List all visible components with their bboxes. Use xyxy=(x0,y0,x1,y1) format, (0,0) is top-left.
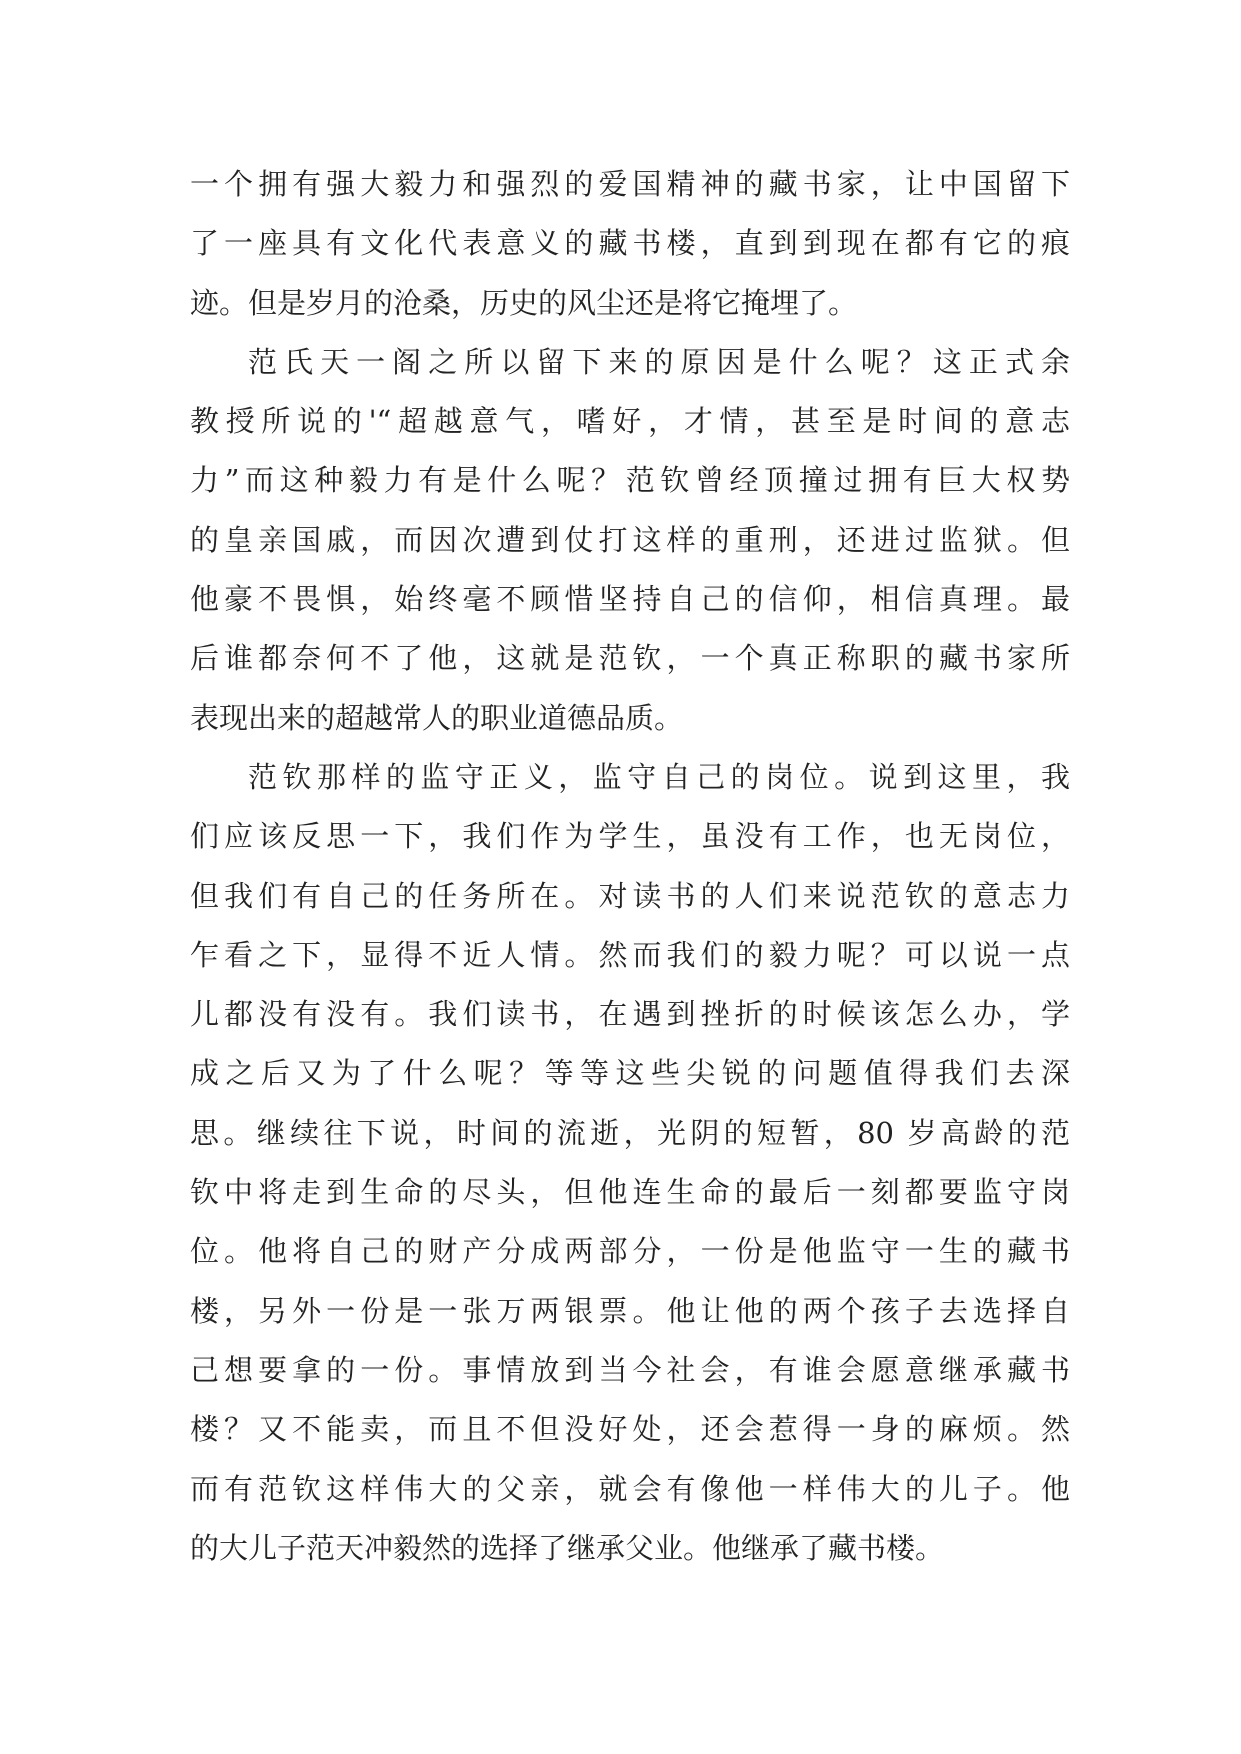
text-line: 位。他将自己的财产分成两部分，一份是他监守一生的藏书 xyxy=(190,1234,1070,1269)
body-text xyxy=(190,155,1070,1578)
text-line: 楼，另外一份是一张万两银票。他让他的两个孩子去选择自 xyxy=(190,1293,1070,1328)
text-line: 但我们有自己的任务所在。对读书的人们来说范钦的意志力 xyxy=(190,878,1070,913)
text-line: 楼？又不能卖，而且不但没好处，还会惹得一身的麻烦。然 xyxy=(190,1412,1070,1447)
text-line: 们应该反思一下，我们作为学生，虽没有工作，也无岗位， xyxy=(190,819,1070,854)
text-line: 力”而这种毅力有是什么呢？范钦曾经顶撞过拥有巨大权势 xyxy=(190,463,1070,498)
text-line: 而有范钦这样伟大的父亲，就会有像他一样伟大的儿子。他 xyxy=(190,1471,1070,1506)
text-line: 的大儿子范天冲毅然的选择了继承父业。他继承了藏书楼。 xyxy=(190,1530,945,1565)
text-line: 他豪不畏惧，始终毫不顾惜坚持自己的信仰，相信真理。最 xyxy=(190,582,1070,617)
text-line: 范钦那样的监守正义，监守自己的岗位。说到这里，我 xyxy=(248,759,1070,794)
text-line: 教授所说的'“超越意气，嗜好，才情，甚至是时间的意志 xyxy=(190,404,1070,439)
text-line: 成之后又为了什么呢？等等这些尖锐的问题值得我们去深 xyxy=(190,1056,1070,1091)
text-line: 的皇亲国戚，而因次遭到仗打这样的重刑，还进过监狱。但 xyxy=(190,522,1070,557)
text-line: 表现出来的超越常人的职业道德品质。 xyxy=(190,700,684,735)
text-line: 乍看之下，显得不近人情。然而我们的毅力呢？可以说一点 xyxy=(190,937,1070,972)
text-line: 迹。但是岁月的沧桑，历史的风尘还是将它掩埋了。 xyxy=(190,285,858,320)
text-line: 儿都没有没有。我们读书，在遇到挫折的时候该怎么办，学 xyxy=(190,997,1070,1032)
text-line: 范氏天一阁之所以留下来的原因是什么呢？这正式余 xyxy=(248,344,1070,379)
text-line: 一个拥有强大毅力和强烈的爱国精神的藏书家，让中国留下 xyxy=(190,167,1070,201)
text-line: 钦中将走到生命的尽头，但他连生命的最后一刻都要监守岗 xyxy=(190,1175,1070,1210)
text-line: 了一座具有文化代表意义的藏书楼，直到到现在都有它的痕 xyxy=(190,226,1070,261)
text-line: 后谁都奈何不了他，这就是范钦，一个真正称职的藏书家所 xyxy=(190,641,1070,676)
text-line: 思。继续往下说，时间的流逝，光阴的短暂，80 岁高龄的范 xyxy=(190,1115,1070,1150)
text-line: 己想要拿的一份。事情放到当今社会，有谁会愿意继承藏书 xyxy=(190,1352,1070,1387)
